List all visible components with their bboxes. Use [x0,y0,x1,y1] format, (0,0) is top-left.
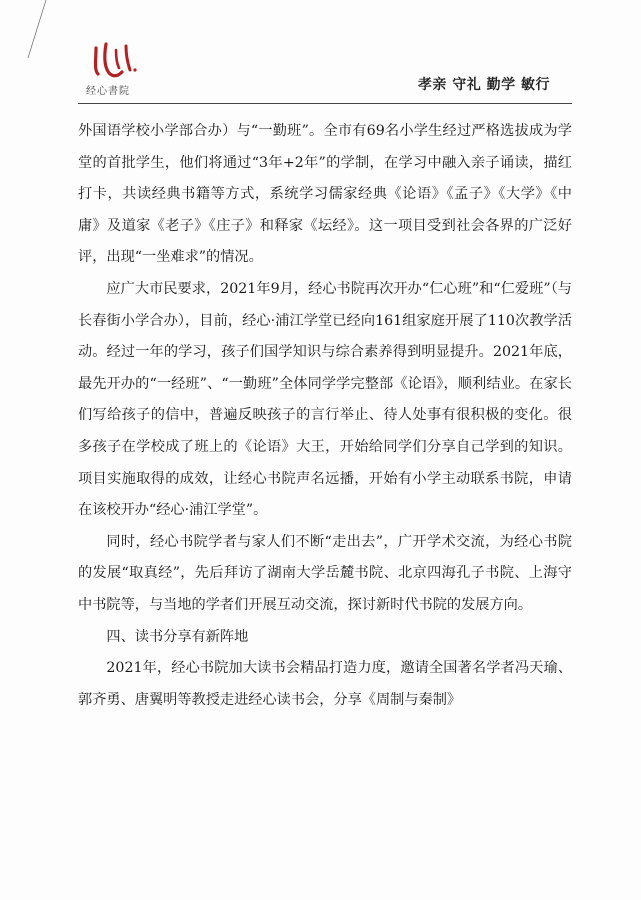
paragraph-3: 同时，经心书院学者与家人们不断“走出去”，广开学术交流，为经心书院的发展“取真经”，先后拜访了湖南大学岳麓书院、北京四海孔子书院、上海守中书院等，与当地的学者们开展互动交流，探讨新时代书院的发展方向。 [78,533,572,613]
paragraph-2: 应广大市民要求，2021年9月，经心书院再次开办“仁心班”和“仁爱班”（与长春街小学合办），目前，经心·浦江学堂已经向161组家庭开展了110次教学活动。经过一年的学习，孩子们国学知识与综合素养得到明显提升。2021年底，最先开办的“一经班”、“一勤班”全体同学学完整部《论语》，顺利结业。在家长们写给孩子的信中，普遍反映孩子的言行举止、待人处事有很积极的变化。很多孩子在学校成了班上的《论语》大王，开始给同学们分享自己学到的知识。项目实施取得的成效，让经心书院声名远播，开始有小学主动联系书院，申请在该校开办“经心·浦江学堂”。 [78,280,572,519]
header-motto: 孝亲 守礼 勤学 敏行 [417,77,550,93]
paragraph-5: 2021年，经心书院加大读书会精品打造力度，邀请全国著名学者冯天瑜、郭齐勇、唐翼明等教授走进经心读书会，分享《周制与秦制》 [78,660,572,708]
logo-text: 经心書院 [86,86,130,97]
header-divider [78,103,572,104]
logo [80,34,150,104]
paragraph-1: 外国语学校小学部合办）与“一勤班”。全市有69名小学生经过严格选拔成为学堂的首批学生，他们将通过“3年+2年”的学制，在学习中融入亲子诵读，描红打卡，共读经典书籍等方式，系统学习儒家经典《论语》《孟子》《大学》《中庸》及道家《老子》《庄子》和释家《坛经》。这一项目受到社会各界的广泛好评，出现“一坐难求”的情况。 [78,123,572,266]
page-header [80,34,570,104]
document-body [78,116,572,716]
section-heading: 四、读书分享有新阵地 [106,628,249,645]
corner-fold-line [0,0,60,60]
logo-mark-icon [90,40,140,82]
